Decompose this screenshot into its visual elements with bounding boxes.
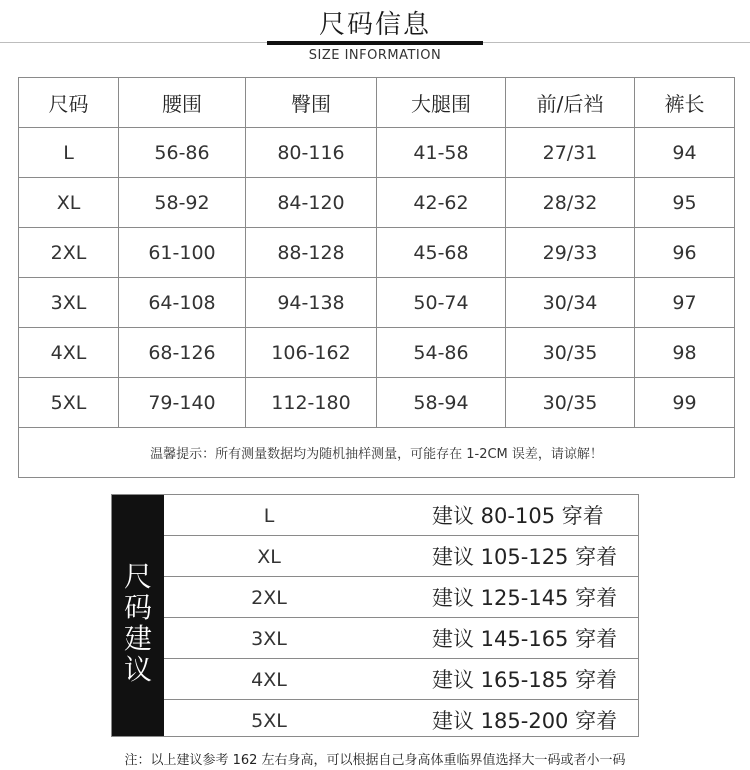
list-item [164,700,638,741]
cell-length: 94 [635,128,735,178]
cell-length: 96 [635,228,735,278]
recommendation-size: 3XL [251,628,287,650]
page-subtitle: SIZE INFORMATION [308,48,442,63]
header-rise: 前/后裆 [506,78,635,128]
header-size: 尺码 [19,78,119,128]
table-row [19,228,735,278]
cell-thigh: 58-94 [377,378,506,428]
cell-size: 4XL [19,328,119,378]
header-hip: 臀围 [246,78,377,128]
footnote: 注：以上建议参考 162 左右身高，可以根据自己身高体重临界值选择大一码或者小一码 [124,753,626,768]
recommendation-advice: 建议 105-125 穿着 [432,545,618,569]
header-thigh: 大腿围 [377,78,506,128]
recommendation-size: 4XL [251,669,287,691]
recommendation-advice: 建议 165-185 穿着 [432,668,618,692]
cell-thigh: 41-58 [377,128,506,178]
list-item [164,577,638,618]
title-section [0,0,750,70]
cell-thigh: 42-62 [377,178,506,228]
header-length: 裤长 [635,78,735,128]
cell-size: 5XL [19,378,119,428]
recommendation-side-text: 尺 码 建 议 [123,560,152,686]
recommendation-size: L [263,505,275,527]
cell-rise: 29/33 [506,228,635,278]
cell-rise: 30/35 [506,328,635,378]
cell-waist: 58-92 [119,178,246,228]
cell-waist: 79-140 [119,378,246,428]
cell-waist: 68-126 [119,328,246,378]
cell-hip: 88-128 [246,228,377,278]
list-item [164,495,638,536]
cell-rise: 30/35 [506,378,635,428]
header-waist: 腰围 [119,78,246,128]
cell-thigh: 54-86 [377,328,506,378]
cell-hip: 94-138 [246,278,377,328]
cell-rise: 27/31 [506,128,635,178]
cell-size: 3XL [19,278,119,328]
list-item [164,659,638,700]
cell-hip: 106-162 [246,328,377,378]
recommendation-advice: 建议 145-165 穿着 [432,627,618,651]
cell-length: 95 [635,178,735,228]
cell-hip: 112-180 [246,378,377,428]
recommendation-advice: 建议 125-145 穿着 [432,586,618,610]
cell-hip: 84-120 [246,178,377,228]
cell-size: L [19,128,119,178]
cell-thigh: 45-68 [377,228,506,278]
measurement-note: 温馨提示：所有测量数据均为随机抽样测量，可能存在 1-2CM 误差，请谅解！ [19,428,735,478]
table-note-row [19,428,735,478]
recommendation-advice: 建议 185-200 穿着 [432,709,618,733]
cell-length: 99 [635,378,735,428]
recommendation-size: 2XL [251,587,287,609]
table-row [19,178,735,228]
list-item [164,536,638,577]
recommendation-size: XL [257,546,281,568]
table-row [19,278,735,328]
table-row [19,328,735,378]
size-table [18,77,735,478]
cell-waist: 61-100 [119,228,246,278]
cell-rise: 28/32 [506,178,635,228]
list-item [164,618,638,659]
recommendation-list [164,495,638,741]
cell-hip: 80-116 [246,128,377,178]
size-recommendation-panel [111,494,639,737]
table-row [19,378,735,428]
recommendation-size: 5XL [251,710,287,732]
title-underline-bar [267,41,483,45]
table-row [19,128,735,178]
cell-size: XL [19,178,119,228]
page-title: 尺码信息 [318,10,431,40]
cell-length: 98 [635,328,735,378]
cell-length: 97 [635,278,735,328]
cell-size: 2XL [19,228,119,278]
cell-thigh: 50-74 [377,278,506,328]
cell-rise: 30/34 [506,278,635,328]
recommendation-side-label [112,495,164,736]
cell-waist: 64-108 [119,278,246,328]
recommendation-advice: 建议 80-105 穿着 [432,504,604,528]
size-table-header [19,78,735,128]
cell-waist: 56-86 [119,128,246,178]
